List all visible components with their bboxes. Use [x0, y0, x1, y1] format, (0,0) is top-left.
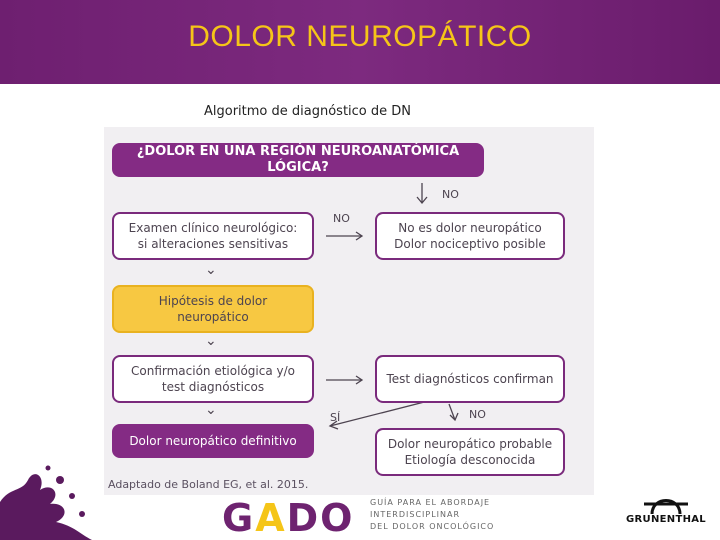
- gado-letter: G: [222, 496, 256, 540]
- hypothesis-box: Hipótesis de dolor neuropático: [112, 285, 314, 333]
- gado-letter: O: [320, 496, 355, 540]
- definitive-box: Dolor neuropático definitivo: [112, 424, 314, 458]
- question-box: ¿DOLOR EN UNA REGIÓN NEUROANATÓMICA LÓGICA?: [112, 143, 484, 177]
- confirmation-box: Confirmación etiológica y/o test diagnósticos: [112, 355, 314, 403]
- page-title: DOLOR NEUROPÁTICO: [188, 20, 532, 53]
- grunenthal-logo-text: GRUNENTHAL: [626, 514, 706, 525]
- no-label-exam: NO: [333, 212, 350, 225]
- chevron-down-icon: ⌄: [205, 333, 217, 349]
- yes-label-tests: SÍ: [330, 411, 341, 424]
- chevron-down-icon: ⌄: [205, 262, 217, 278]
- chevron-down-icon: ⌄: [205, 402, 217, 418]
- not-neuropathic-box: No es dolor neuropático Dolor nociceptivo posible: [375, 212, 565, 260]
- diagram-credit: Adaptado de Boland EG, et al. 2015.: [108, 478, 309, 491]
- gado-letter: D: [286, 496, 321, 540]
- exam-box: Examen clínico neurológico: si alteraciones sensitivas: [112, 212, 314, 260]
- tests-confirm-box: Test diagnósticos confirman: [375, 355, 565, 403]
- probable-box: Dolor neuropático probable Etiología desconocida: [375, 428, 565, 476]
- gado-logo: [222, 496, 354, 540]
- grunenthal-logo-icon: [622, 488, 710, 516]
- gado-letter: A: [255, 496, 287, 540]
- diagram-subtitle: Algoritmo de diagnóstico de DN: [204, 104, 412, 119]
- purple-splash-decoration: [0, 462, 100, 540]
- no-label-question: NO: [442, 188, 459, 201]
- no-label-tests: NO: [469, 408, 486, 421]
- gado-subtitle: GUÍA PARA EL ABORDAJE INTERDISCIPLINAR DEL DOLOR ONCOLÓGICO: [370, 498, 495, 531]
